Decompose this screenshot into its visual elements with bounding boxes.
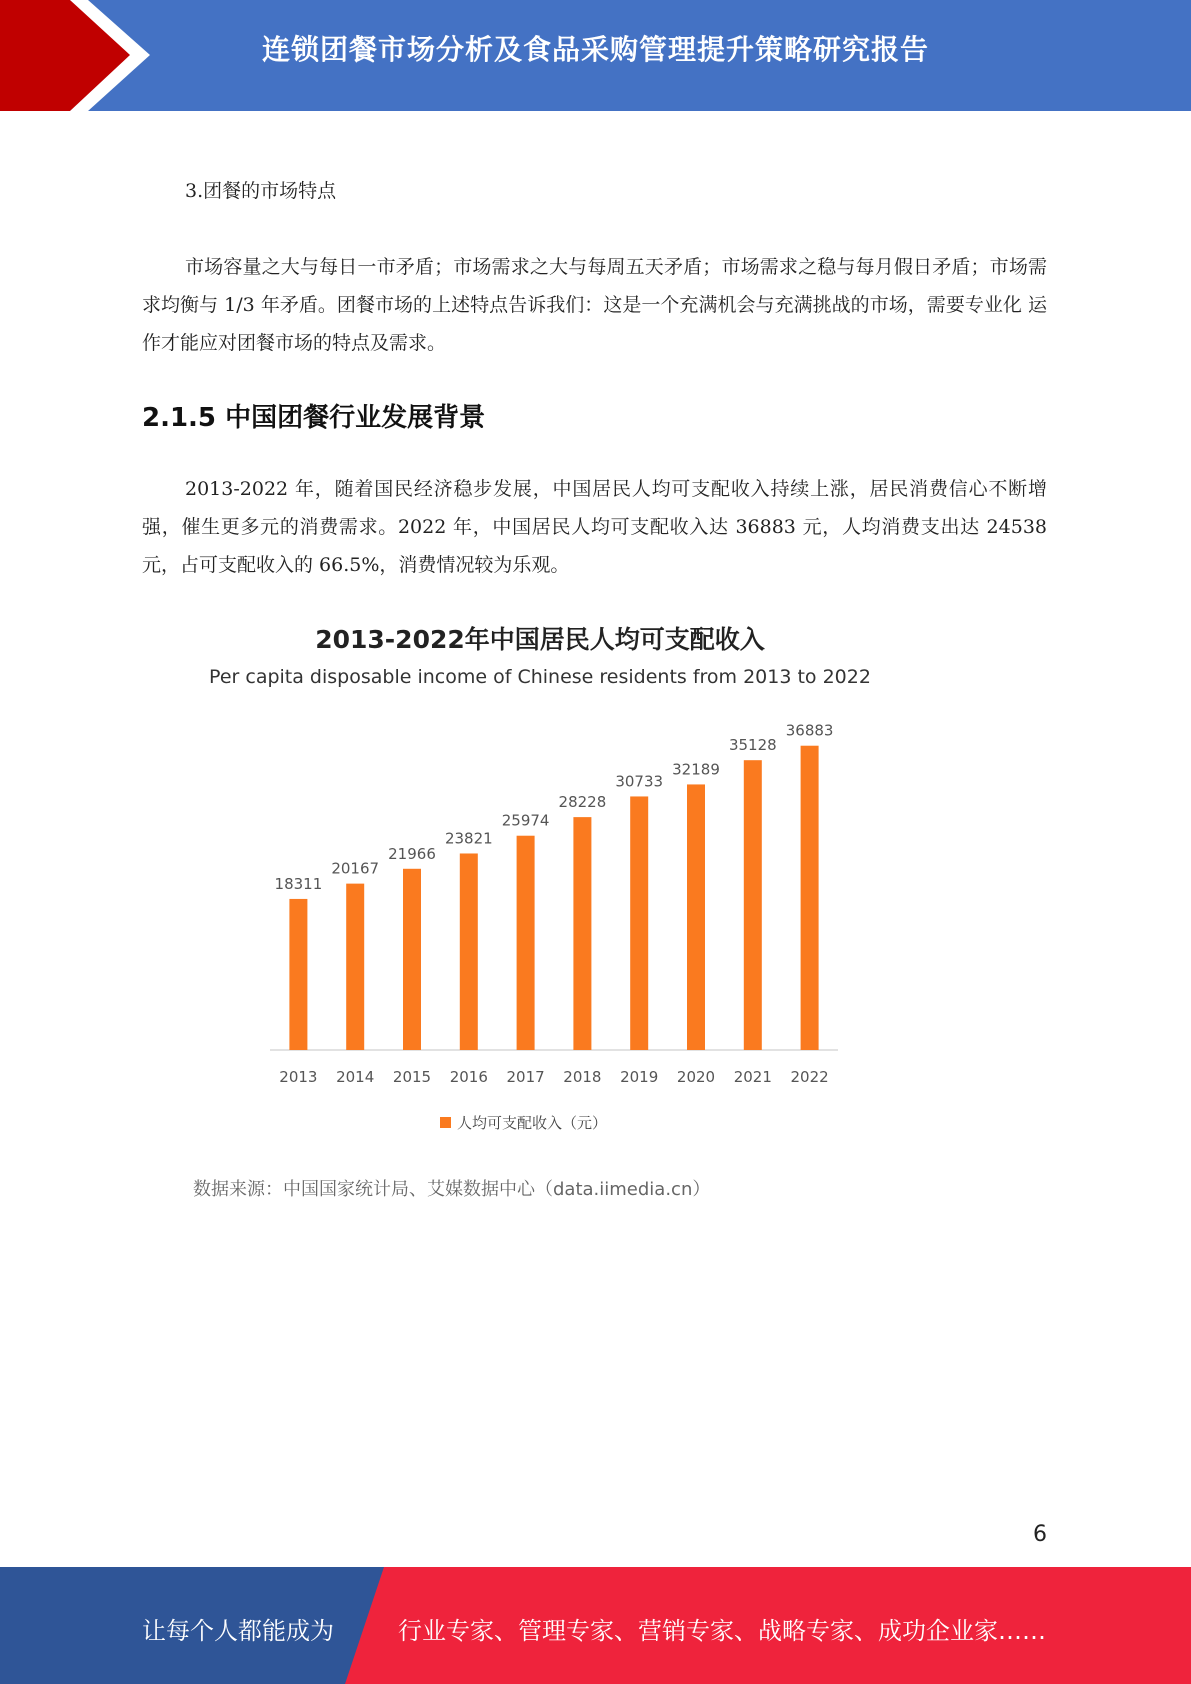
value-label-2014: 20167 <box>331 859 380 878</box>
footer-slogan-right: 行业专家、管理专家、营销专家、战略专家、成功企业家…… <box>398 1617 1046 1645</box>
paragraph-market-features: 市场容量之大与每日一市矛盾；市场需求之大与每周五天矛盾；市场需求之稳与每月假日矛盾；市场需求均衡与 1/3 年矛盾。团餐市场的上述特点告诉我们：这是一个充满机会与充满挑战的市场，需要专业化 运作才能应对团餐市场的特点及需求。 <box>142 256 1047 354</box>
x-tick-2013: 2013 <box>279 1068 318 1086</box>
x-tick-2019: 2019 <box>620 1068 659 1086</box>
page-footer <box>0 1567 1191 1684</box>
value-label-2019: 30733 <box>615 772 664 791</box>
bar-2015 <box>403 869 421 1050</box>
bar-2017 <box>517 836 535 1050</box>
header-title: 连锁团餐市场分析及食品采购管理提升策略研究报告 <box>262 33 930 66</box>
subsection-heading: 3.团餐的市场特点 <box>185 180 337 202</box>
value-label-2020: 32189 <box>672 760 720 779</box>
bar-2019 <box>630 796 648 1050</box>
chart-subtitle: Per capita disposable income of Chinese residents from 2013 to 2022 <box>209 666 871 688</box>
bar-2021 <box>744 760 762 1050</box>
value-label-2017: 25974 <box>501 811 550 830</box>
bar-2018 <box>573 817 591 1050</box>
page-number: 6 <box>1033 1522 1047 1547</box>
value-label-2022: 36883 <box>785 721 834 740</box>
x-tick-2018: 2018 <box>563 1068 602 1086</box>
footer-slogan-left: 让每个人都能成为 <box>142 1617 334 1645</box>
data-source: 数据来源：中国国家统计局、艾媒数据中心（data.iimedia.cn） <box>193 1179 711 1200</box>
page-header <box>0 0 1191 111</box>
bar-2020 <box>687 784 705 1050</box>
legend-label: 人均可支配收入（元） <box>457 1114 608 1132</box>
x-tick-2016: 2016 <box>449 1068 488 1086</box>
bar-2022 <box>801 746 819 1050</box>
chart-plot <box>180 610 900 1130</box>
section-title: 2.1.5 中国团餐行业发展背景 <box>142 403 486 433</box>
value-label-2015: 21966 <box>388 844 436 863</box>
bar-2013 <box>289 899 307 1050</box>
x-tick-2020: 2020 <box>676 1068 716 1086</box>
chart-title: 2013-2022年中国居民人均可支配收入 <box>315 625 765 654</box>
value-label-2016: 23821 <box>444 829 493 848</box>
x-tick-2017: 2017 <box>506 1068 545 1086</box>
header-red-chevron <box>0 0 140 111</box>
x-tick-2022: 2022 <box>790 1068 829 1086</box>
income-bar-chart <box>180 610 900 1130</box>
value-label-2021: 35128 <box>728 736 777 755</box>
x-tick-2021: 2021 <box>733 1068 772 1086</box>
legend-swatch <box>440 1117 451 1128</box>
paragraph-background: 2013-2022 年，随着国民经济稳步发展，中国居民人均可支配收入持续上涨，居民消费信心不断增强，催生更多元的消费需求。2022 年，中国居民人均可支配收入达 36883 元，人均消费支出达 24538 元，占可支配收入的 66.5%，消费情况较为乐观。 <box>142 478 1047 576</box>
chart-legend <box>440 1112 607 1133</box>
value-label-2018: 28228 <box>558 793 607 812</box>
x-tick-2015: 2015 <box>392 1068 432 1086</box>
bar-2016 <box>460 853 478 1050</box>
x-tick-2014: 2014 <box>336 1068 375 1086</box>
bar-2014 <box>346 884 364 1050</box>
value-label-2013: 18311 <box>274 874 323 893</box>
